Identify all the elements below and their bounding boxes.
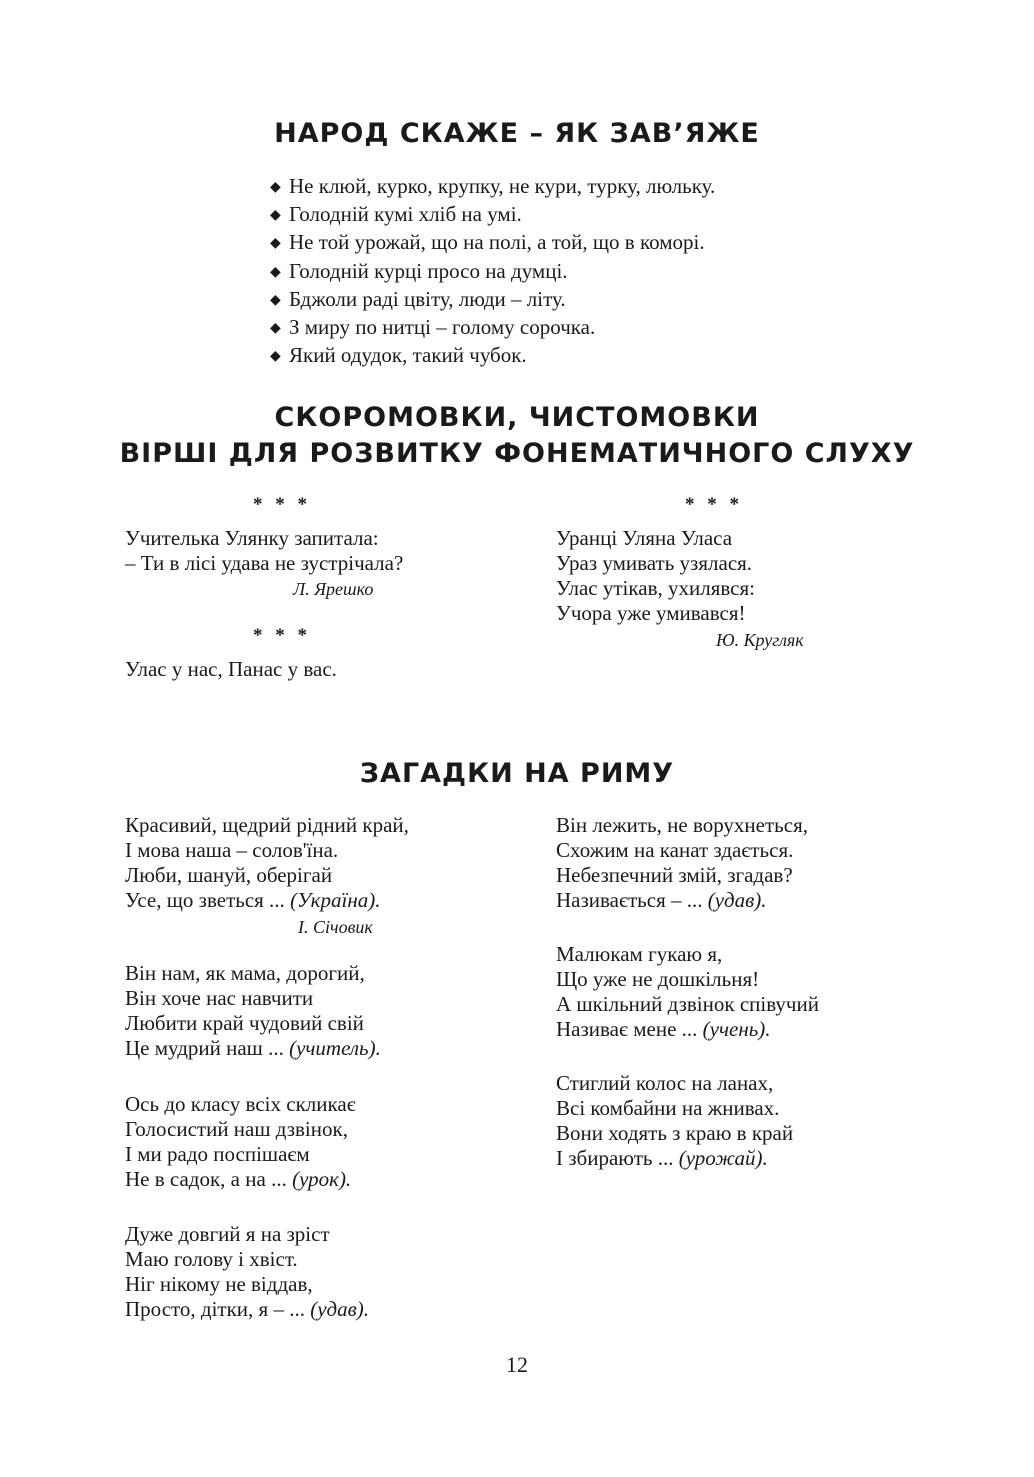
riddle-line: Стиглий колос на ланах, xyxy=(556,1071,774,1095)
author-yareshko: Л. Ярешко xyxy=(293,579,374,599)
riddle-line: Не в садок, а на ... (урок). xyxy=(125,1167,352,1191)
diamond-bullet-icon: ◆ xyxy=(270,208,281,224)
stars-separator: * * * xyxy=(253,494,311,515)
riddle-line: Любити край чудовий свій xyxy=(125,1011,364,1035)
poem-line: Улас у нас, Панас у вас. xyxy=(125,657,337,681)
list-item: ◆ Який одудок, такий чубок. xyxy=(270,343,910,371)
riddle-answer: (удав). xyxy=(707,888,767,912)
riddle-line: Схожим на канат здається. xyxy=(556,838,794,862)
poem-ulyanka xyxy=(125,526,403,576)
riddle-snake xyxy=(125,1222,369,1322)
list-item: ◆ З миру по нитці – голому сорочка. xyxy=(270,315,910,343)
poem-uliana-ulas xyxy=(556,526,755,626)
riddle-line: І збирають ... (урожай). xyxy=(556,1146,768,1170)
riddle-snake-rope xyxy=(556,813,808,913)
diamond-bullet-icon: ◆ xyxy=(270,264,281,280)
riddle-line: Ніг нікому не віддав, xyxy=(125,1272,313,1296)
riddle-line: Це мудрий наш ... (учитель). xyxy=(125,1036,381,1060)
riddle-answer: (урожай). xyxy=(678,1146,768,1170)
riddle-pupil xyxy=(556,942,819,1042)
diamond-bullet-icon: ◆ xyxy=(270,349,281,365)
list-item: ◆ Бджоли раді цвіту, люди – літу. xyxy=(270,287,910,315)
riddle-teacher xyxy=(125,961,381,1061)
riddle-harvest xyxy=(556,1071,793,1171)
riddle-line: Він хоче нас навчити xyxy=(125,986,314,1010)
section-title-tongue-twisters-line1: СКОРОМОВКИ, ЧИСТОМОВКИ xyxy=(274,402,760,433)
author-kruhliak: Ю. Кругляк xyxy=(716,630,804,650)
riddle-line: Всі комбайни на жнивах. xyxy=(556,1096,780,1120)
riddle-line: Він лежить, не ворухнеться, xyxy=(556,813,808,837)
riddle-line: Малюкам гукаю я, xyxy=(556,942,723,966)
riddle-line: Усе, що зветься ... (Україна). xyxy=(125,888,381,912)
poem-line: Учора уже умивався! xyxy=(556,601,746,625)
riddle-line: Називається – ... (удав). xyxy=(556,888,767,912)
riddle-answer: (Україна). xyxy=(290,888,381,912)
proverbs-list xyxy=(270,174,910,371)
riddle-line: А шкільний дзвінок співучий xyxy=(556,992,819,1016)
riddle-line: І ми радо поспішаєм xyxy=(125,1142,310,1166)
riddle-answer: (учитель). xyxy=(289,1036,381,1060)
riddle-line: Просто, дітки, я – ... (удав). xyxy=(125,1297,369,1321)
diamond-bullet-icon: ◆ xyxy=(270,236,281,252)
riddle-lesson xyxy=(125,1092,356,1192)
section-title-proverbs: НАРОД СКАЖЕ – ЯК ЗАВ’ЯЖЕ xyxy=(274,118,760,149)
author-sichovyk: І. Січовик xyxy=(298,917,373,937)
riddle-answer: (урок). xyxy=(292,1167,352,1191)
riddle-line: І мова наша – солов'їна. xyxy=(125,838,339,862)
riddle-answer: (удав). xyxy=(310,1297,369,1321)
riddle-line: Що уже не дошкільня! xyxy=(556,967,760,991)
poem-line: – Ти в лісі удава не зустрічала? xyxy=(125,551,404,575)
riddle-ukraine xyxy=(125,813,409,913)
riddle-line: Вони ходять з краю в край xyxy=(556,1121,794,1145)
riddle-line: Люби, шануй, оберігай xyxy=(125,863,333,887)
poem-line: Уранці Уляна Уласа xyxy=(556,526,733,550)
riddle-line: Дуже довгий я на зріст xyxy=(125,1222,330,1246)
poem-line: Улас утікав, ухилявся: xyxy=(556,576,755,600)
page-number: 12 xyxy=(506,1352,528,1377)
list-item: ◆ Голодній кумі хліб на умі. xyxy=(270,202,910,230)
list-item: ◆ Не клюй, курко, крупку, не кури, турку, люльку. xyxy=(270,174,910,202)
diamond-bullet-icon: ◆ xyxy=(270,292,281,308)
riddle-line: Він нам, як мама, дорогий, xyxy=(125,961,365,985)
diamond-bullet-icon: ◆ xyxy=(270,180,281,195)
riddle-line: Ось до класу всіх скликає xyxy=(125,1092,356,1116)
diamond-bullet-icon: ◆ xyxy=(270,321,281,337)
poem-ulas-panas xyxy=(125,657,337,682)
riddle-line: Називає мене ... (учень). xyxy=(556,1017,771,1041)
list-item: ◆ Голодній курці просо на думці. xyxy=(270,259,910,287)
riddle-line: Голосистий наш дзвінок, xyxy=(125,1117,348,1141)
riddle-line: Небезпечний змій, згадав? xyxy=(556,863,793,887)
riddle-answer: (учень). xyxy=(702,1017,771,1041)
poem-line: Ураз умивать узялася. xyxy=(556,551,753,575)
stars-separator: * * * xyxy=(685,494,743,515)
stars-separator: * * * xyxy=(253,625,311,646)
section-title-riddles: ЗАГАДКИ НА РИМУ xyxy=(359,758,675,789)
poem-line: Учителька Улянку запитала: xyxy=(125,526,379,550)
riddle-line: Маю голову і хвіст. xyxy=(125,1247,298,1271)
list-item: ◆ Не той урожай, що на полі, а той, що в коморі. xyxy=(270,230,910,258)
section-title-tongue-twisters-line2: ВІРШІ ДЛЯ РОЗВИТКУ ФОНЕМАТИЧНОГО СЛУХУ xyxy=(119,438,915,469)
riddle-line: Красивий, щедрий рідний край, xyxy=(125,813,409,837)
